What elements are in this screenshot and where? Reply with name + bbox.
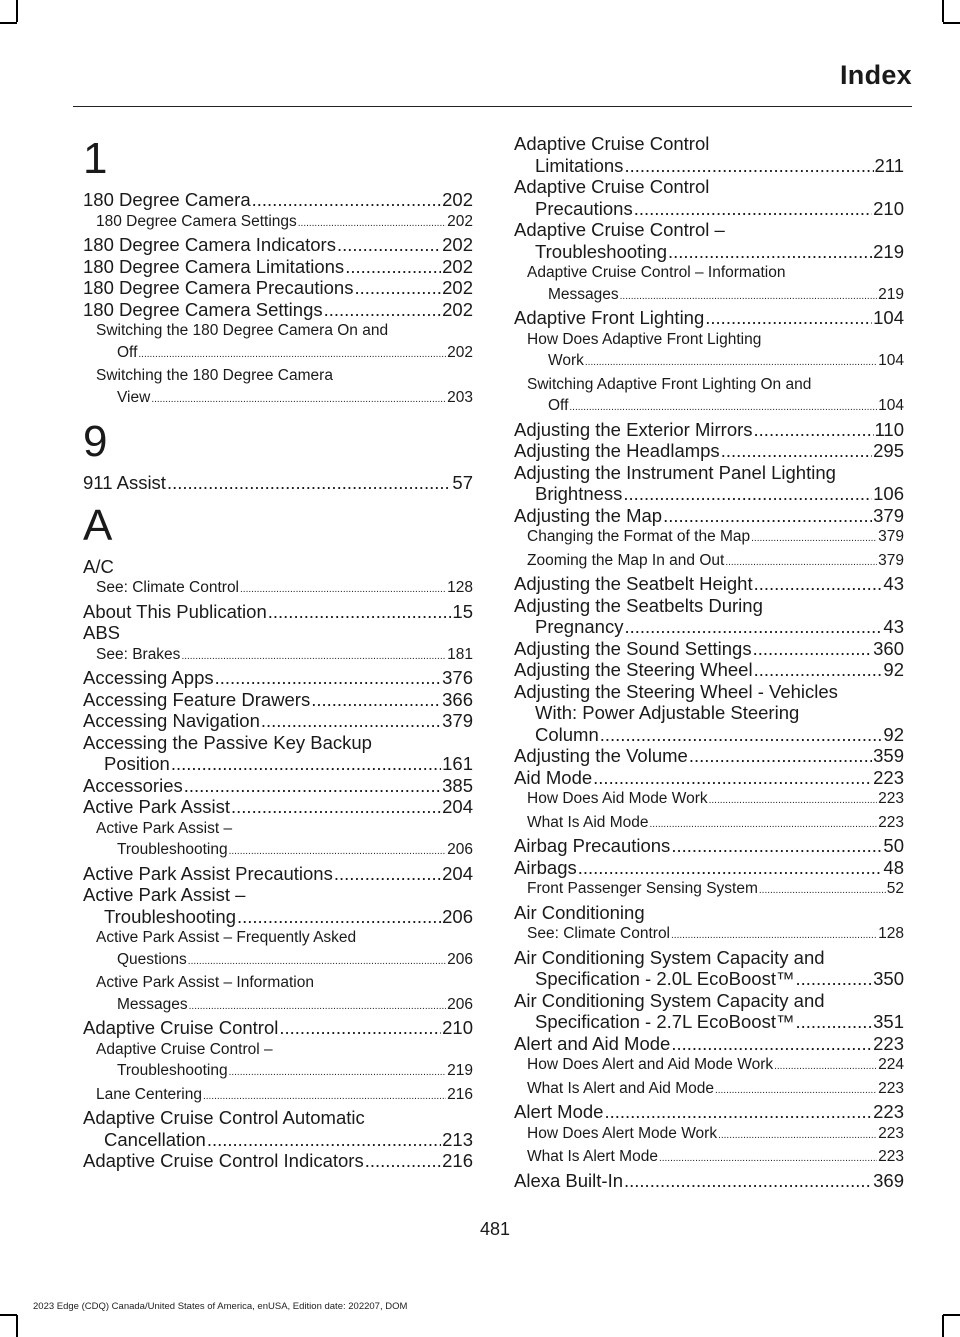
dot-leader xyxy=(188,949,446,973)
entry-text: Active Park Assist Precautions xyxy=(83,862,333,884)
dot-leader xyxy=(215,667,442,689)
dot-leader xyxy=(229,1060,447,1084)
entry-text: Adaptive Cruise Control xyxy=(514,133,710,154)
entry-text: Airbag Precautions xyxy=(514,835,671,856)
edition-note: 2023 Edge (CDQ) Canada/United States of America, enUSA, Edition date: 202207, DOM xyxy=(33,1301,408,1312)
index-entry[interactable] xyxy=(514,835,904,857)
index-entry[interactable] xyxy=(514,1101,904,1123)
entry-text: Accessing Feature Drawers xyxy=(83,688,311,710)
crop-mark xyxy=(942,1315,944,1337)
entry-text: About This Publication xyxy=(83,600,267,622)
entry-text: Adjusting the Steering Wheel - Vehicles xyxy=(514,680,838,702)
index-entry[interactable] xyxy=(514,1033,904,1055)
dot-leader xyxy=(229,839,447,863)
entry-text: Adjusting the Seatbelts During xyxy=(514,594,763,616)
crop-mark xyxy=(16,0,18,22)
dot-leader xyxy=(311,689,441,711)
entry-text: Brightness xyxy=(535,483,623,504)
dot-leader xyxy=(337,234,441,256)
dot-leader xyxy=(324,299,442,321)
page-ref: 206 xyxy=(447,841,473,858)
index-entry[interactable] xyxy=(83,234,473,256)
dot-leader xyxy=(252,189,442,211)
index-subentry[interactable] xyxy=(514,788,904,812)
entry-text: 911 Assist xyxy=(83,472,166,493)
entry-text: Specification - 2.0L EcoBoost™ xyxy=(535,968,795,989)
index-entry[interactable] xyxy=(514,857,904,879)
dot-leader xyxy=(623,483,872,505)
dot-leader xyxy=(365,1150,441,1172)
index-entry[interactable] xyxy=(514,990,904,1033)
index-subentry[interactable] xyxy=(514,923,904,947)
page-ref: 104 xyxy=(878,352,904,369)
entry-text: How Does Alert and Aid Mode Work xyxy=(527,1056,774,1073)
page-ref: 223 xyxy=(878,1079,904,1097)
index-subentry[interactable] xyxy=(514,1123,904,1147)
entry-text: Alexa Built-In xyxy=(514,1169,623,1191)
entry-text: Troubleshooting xyxy=(535,240,667,262)
index-entry[interactable] xyxy=(514,133,904,176)
page-ref: 104 xyxy=(873,307,904,328)
entry-text: Air Conditioning xyxy=(514,901,645,923)
entry-text: Adjusting the Headlamps xyxy=(514,440,720,461)
entry-text: Pregnancy xyxy=(535,616,624,637)
entry-text: Adjusting the Volume xyxy=(514,745,688,766)
page-ref: 379 xyxy=(873,504,904,526)
page-ref: 350 xyxy=(873,968,904,989)
dot-leader xyxy=(668,241,872,263)
entry-text: Active Park Assist – xyxy=(83,884,246,905)
entry-text: Work xyxy=(548,352,584,369)
page-ref: 92 xyxy=(883,723,904,745)
dot-leader xyxy=(298,211,446,235)
index-entry[interactable] xyxy=(83,601,473,623)
page-ref: 223 xyxy=(878,790,904,807)
index-entry[interactable] xyxy=(514,419,904,441)
entry-text: Column xyxy=(535,723,599,745)
page-ref: 210 xyxy=(873,197,904,219)
entry-text: Off xyxy=(548,397,569,414)
entry-text: Troubleshooting xyxy=(117,841,228,858)
entry-text: Precautions xyxy=(535,197,633,219)
dot-leader xyxy=(203,1084,446,1108)
page-ref: 181 xyxy=(447,645,473,663)
page-ref: 206 xyxy=(447,950,473,968)
entry-text: Questions xyxy=(117,950,187,968)
entry-text: How Does Alert Mode Work xyxy=(527,1124,718,1142)
page-ref: 223 xyxy=(873,1032,904,1054)
index-entry[interactable] xyxy=(514,505,904,527)
dot-leader xyxy=(754,659,883,681)
page-ref: 213 xyxy=(442,1128,473,1150)
page-ref: 106 xyxy=(873,483,904,504)
page-ref: 216 xyxy=(442,1150,473,1171)
page-ref: 202 xyxy=(442,277,473,298)
entry-text: 180 Degree Camera xyxy=(83,189,251,210)
index-entry[interactable] xyxy=(514,902,904,924)
entry-text: Changing the Format of the Map xyxy=(527,528,751,545)
dot-leader xyxy=(715,1078,877,1102)
page-ref: 161 xyxy=(442,753,473,774)
page-ref: 52 xyxy=(886,880,904,897)
page-ref: 359 xyxy=(873,745,904,766)
page-ref: 128 xyxy=(878,925,904,942)
dot-leader xyxy=(207,1129,441,1151)
dot-leader xyxy=(624,1170,872,1192)
page-ref: 211 xyxy=(874,154,904,176)
entry-text: 180 Degree Camera Settings xyxy=(83,298,323,320)
page-ref: 219 xyxy=(447,1062,473,1079)
entry-text: Limitations xyxy=(535,154,624,176)
entry-text: Cancellation xyxy=(104,1128,206,1150)
index-entry[interactable] xyxy=(83,710,473,732)
entry-text: Adjusting the Sound Settings xyxy=(514,637,752,659)
dot-leader xyxy=(345,256,441,278)
section-letter: 9 xyxy=(83,417,108,466)
entry-text: 180 Degree Camera Precautions xyxy=(83,277,354,298)
page-ref: 360 xyxy=(873,637,904,659)
entry-text: Messages xyxy=(117,995,188,1013)
dot-leader xyxy=(754,573,883,595)
page-ref: 15 xyxy=(452,600,473,622)
index-entry[interactable] xyxy=(514,176,904,219)
page-title: Index xyxy=(839,60,912,90)
dot-leader xyxy=(663,505,872,527)
dot-leader xyxy=(600,724,883,746)
entry-text: Aid Mode xyxy=(514,766,593,788)
index-entry[interactable] xyxy=(514,745,904,767)
index-entry[interactable] xyxy=(514,681,904,746)
page-ref: 202 xyxy=(442,298,473,320)
entry-text: Adaptive Cruise Control Automatic xyxy=(83,1107,365,1128)
dot-leader xyxy=(634,198,872,220)
entry-text: Adjusting the Instrument Panel Lighting xyxy=(514,461,836,483)
entry-text: Active Park Assist – Information xyxy=(96,974,314,991)
entry-text: Switching the 180 Degree Camera xyxy=(96,367,333,384)
dot-leader xyxy=(751,526,877,550)
index-subentry[interactable] xyxy=(514,374,904,419)
dot-leader xyxy=(709,788,878,812)
entry-text: Accessing the Passive Key Backup xyxy=(83,731,372,753)
entry-text: Accessing Apps xyxy=(83,667,214,688)
page-ref: 385 xyxy=(442,774,473,796)
dot-leader xyxy=(725,550,877,574)
index-entry[interactable] xyxy=(83,472,473,494)
entry-text: Specification - 2.7L EcoBoost™ xyxy=(535,1011,795,1032)
dot-leader xyxy=(604,1101,872,1123)
index-column-left xyxy=(83,133,473,1172)
page-ref: 204 xyxy=(442,796,473,817)
page-ref: 295 xyxy=(873,440,904,461)
index-entry[interactable] xyxy=(83,775,473,797)
page-ref: 369 xyxy=(873,1169,904,1191)
section-letter: 1 xyxy=(83,134,108,183)
dot-leader xyxy=(624,616,882,638)
entry-text: Switching the 180 Degree Camera On and xyxy=(96,322,389,339)
page-ref: 203 xyxy=(447,388,473,406)
dot-leader xyxy=(649,812,877,836)
index-entry[interactable] xyxy=(514,440,904,462)
page-ref: 206 xyxy=(442,905,473,927)
index-subentry[interactable] xyxy=(83,927,473,972)
page-ref: 351 xyxy=(873,1011,904,1032)
dot-leader xyxy=(689,745,872,767)
page-ref: 379 xyxy=(442,710,473,731)
index-subentry[interactable] xyxy=(83,365,473,410)
dot-leader xyxy=(759,878,886,902)
entry-text: Active Park Assist – xyxy=(96,819,233,837)
dot-leader xyxy=(184,775,441,797)
page-ref: 219 xyxy=(878,285,904,303)
entry-text: View xyxy=(117,388,151,406)
index-subentry[interactable] xyxy=(83,211,473,235)
entry-text: Adaptive Front Lighting xyxy=(514,307,705,328)
entry-text: See: Climate Control xyxy=(96,579,240,596)
index-entry[interactable] xyxy=(83,1017,473,1039)
page-ref: 223 xyxy=(878,1124,904,1142)
page-ref: 92 xyxy=(883,659,904,680)
entry-text: Adjusting the Seatbelt Height xyxy=(514,573,753,594)
index-subentry[interactable] xyxy=(83,818,473,863)
page-ref: 366 xyxy=(442,688,473,710)
index-subentry[interactable] xyxy=(514,812,904,836)
index-subentry[interactable] xyxy=(83,577,473,601)
crop-mark xyxy=(0,22,17,24)
entry-text: Adaptive Cruise Control xyxy=(514,176,710,197)
index-entry[interactable] xyxy=(514,947,904,990)
entry-text: Alert and Aid Mode xyxy=(514,1032,671,1054)
index-subentry[interactable] xyxy=(83,1039,473,1084)
index-entry[interactable] xyxy=(83,689,473,711)
index-subentry[interactable] xyxy=(83,1084,473,1108)
index-entry[interactable] xyxy=(514,219,904,262)
dot-leader xyxy=(279,1017,441,1039)
entry-text: Adaptive Cruise Control Indicators xyxy=(83,1150,364,1171)
entry-text: A/C xyxy=(83,555,114,577)
index-entry[interactable] xyxy=(83,667,473,689)
page-ref: 110 xyxy=(874,418,904,440)
index-subentry[interactable] xyxy=(514,262,904,307)
index-entry[interactable] xyxy=(514,462,904,505)
page-ref: 48 xyxy=(883,856,904,878)
entry-text: Adjusting the Steering Wheel xyxy=(514,659,753,680)
page-ref: 204 xyxy=(442,862,473,884)
dot-leader xyxy=(181,644,446,668)
index-entry[interactable] xyxy=(514,659,904,681)
dot-leader xyxy=(721,440,872,462)
dot-leader xyxy=(593,767,872,789)
header-divider xyxy=(73,106,912,107)
dot-leader xyxy=(171,753,441,775)
entry-text: Switching Adaptive Front Lighting On and xyxy=(527,375,812,393)
entry-text: Off xyxy=(117,343,138,361)
index-subentry[interactable] xyxy=(514,878,904,902)
dot-leader xyxy=(268,601,452,623)
entry-text: 180 Degree Camera Limitations xyxy=(83,255,345,277)
entry-text: Accessing Navigation xyxy=(83,710,260,731)
entry-text: Adjusting the Exterior Mirrors xyxy=(514,418,753,440)
index-subentry[interactable] xyxy=(83,972,473,1017)
entry-text: Airbags xyxy=(514,856,577,878)
index-subentry[interactable] xyxy=(514,1146,904,1170)
dot-leader xyxy=(753,638,873,660)
dot-leader xyxy=(354,277,441,299)
page-ref: 224 xyxy=(878,1056,904,1073)
entry-text: Messages xyxy=(548,285,619,303)
entry-text: Adaptive Cruise Control – xyxy=(514,219,725,240)
entry-text: What Is Alert Mode xyxy=(527,1148,658,1165)
dot-leader xyxy=(334,863,441,885)
page-ref: 50 xyxy=(883,835,904,856)
dot-leader xyxy=(261,710,441,732)
index-entry[interactable] xyxy=(514,595,904,638)
entry-text: What Is Alert and Aid Mode xyxy=(527,1079,714,1097)
index-entry[interactable] xyxy=(83,732,473,775)
index-entry[interactable] xyxy=(83,556,473,578)
dot-leader xyxy=(578,857,883,879)
page-ref: 202 xyxy=(442,234,473,255)
dot-leader xyxy=(167,472,451,494)
page-ref: 43 xyxy=(883,573,904,594)
page-ref: 376 xyxy=(442,667,473,688)
entry-text: Adjusting the Map xyxy=(514,504,663,526)
dot-leader xyxy=(151,387,446,411)
index-entry[interactable] xyxy=(83,884,473,927)
page-ref: 206 xyxy=(447,995,473,1013)
entry-text: Troubleshooting xyxy=(104,905,236,927)
page-ref: 43 xyxy=(883,616,904,637)
entry-text: Adaptive Cruise Control – xyxy=(96,1040,273,1058)
index-entry[interactable] xyxy=(514,573,904,595)
entry-text: 180 Degree Camera Settings xyxy=(96,212,297,230)
entry-text: See: Brakes xyxy=(96,645,181,663)
index-entry[interactable] xyxy=(83,863,473,885)
entry-text: What Is Aid Mode xyxy=(527,813,649,831)
entry-text: Active Park Assist xyxy=(83,796,231,817)
page-ref: 223 xyxy=(878,813,904,831)
entry-text: ABS xyxy=(83,622,121,643)
entry-text: 180 Degree Camera Indicators xyxy=(83,234,336,255)
dot-leader xyxy=(620,284,877,308)
entry-text: Adaptive Cruise Control – Information xyxy=(527,264,786,281)
page-ref: 128 xyxy=(447,579,473,596)
index-entry[interactable] xyxy=(83,1107,473,1150)
dot-leader xyxy=(240,577,446,601)
entry-text: Position xyxy=(104,753,170,774)
dot-leader xyxy=(754,419,874,441)
page-ref: 202 xyxy=(447,343,473,361)
dot-leader xyxy=(237,906,441,928)
index-entry[interactable] xyxy=(83,189,473,211)
entry-text: Air Conditioning System Capacity and xyxy=(514,946,825,968)
entry-text: With: Power Adjustable Steering xyxy=(535,702,800,723)
crop-mark xyxy=(16,1315,18,1337)
entry-text: How Does Aid Mode Work xyxy=(527,790,708,807)
dot-leader xyxy=(659,1146,877,1170)
dot-leader xyxy=(671,1033,872,1055)
index-entry[interactable] xyxy=(514,307,904,329)
dot-leader xyxy=(671,923,877,947)
entry-text: Zooming the Map In and Out xyxy=(527,551,725,569)
index-subentry[interactable] xyxy=(83,644,473,668)
index-subentry[interactable] xyxy=(83,320,473,365)
crop-mark xyxy=(943,1314,960,1316)
entry-text: Front Passenger Sensing System xyxy=(527,880,758,897)
page-ref: 216 xyxy=(447,1085,473,1103)
crop-mark xyxy=(942,0,944,22)
section-letter: A xyxy=(83,500,113,550)
page-ref: 210 xyxy=(442,1017,473,1038)
page-ref: 223 xyxy=(873,766,904,788)
crop-mark xyxy=(943,22,960,24)
dot-leader xyxy=(585,350,877,374)
index-entry[interactable] xyxy=(83,622,473,644)
entry-text: Alert Mode xyxy=(514,1101,604,1122)
index-subentry[interactable] xyxy=(514,550,904,574)
page-ref: 223 xyxy=(873,1101,904,1122)
page-ref: 219 xyxy=(873,240,904,262)
dot-leader xyxy=(705,307,872,329)
index-entry[interactable] xyxy=(83,277,473,299)
page-ref: 379 xyxy=(878,551,904,569)
crop-mark xyxy=(0,1314,17,1316)
index-subentry[interactable] xyxy=(514,1054,904,1078)
dot-leader xyxy=(671,835,882,857)
page-ref: 379 xyxy=(878,528,904,545)
entry-text: Lane Centering xyxy=(96,1085,202,1103)
index-entry[interactable] xyxy=(514,638,904,660)
dot-leader xyxy=(569,395,877,419)
page-ref: 104 xyxy=(878,397,904,414)
dot-leader xyxy=(624,155,873,177)
index-subentry[interactable] xyxy=(514,329,904,374)
entry-text: Air Conditioning System Capacity and xyxy=(514,989,825,1011)
index-subentry[interactable] xyxy=(514,526,904,550)
entry-text: Adaptive Cruise Control xyxy=(83,1017,279,1038)
entry-text: Accessories xyxy=(83,774,183,796)
index-column-right xyxy=(514,133,904,1191)
index-subentry[interactable] xyxy=(514,1078,904,1102)
page-ref: 57 xyxy=(452,472,473,493)
index-entry[interactable] xyxy=(83,299,473,321)
dot-leader xyxy=(795,968,872,990)
page-ref: 202 xyxy=(447,212,473,230)
index-entry[interactable] xyxy=(83,796,473,818)
dot-leader xyxy=(231,796,441,818)
dot-leader xyxy=(774,1054,877,1078)
entry-text: Active Park Assist – Frequently Asked xyxy=(96,929,357,946)
dot-leader xyxy=(138,342,446,366)
index-entry[interactable] xyxy=(83,1150,473,1172)
dot-leader xyxy=(718,1123,877,1147)
index-entry[interactable] xyxy=(514,767,904,789)
page-number: 481 xyxy=(479,1219,511,1239)
dot-leader xyxy=(189,994,446,1018)
dot-leader xyxy=(795,1011,872,1033)
page-ref: 223 xyxy=(878,1148,904,1165)
entry-text: Troubleshooting xyxy=(117,1062,228,1079)
page-ref: 202 xyxy=(442,255,473,277)
entry-text: See: Climate Control xyxy=(527,925,671,942)
page-ref: 202 xyxy=(442,189,473,210)
index-entry[interactable] xyxy=(514,1170,904,1192)
index-entry[interactable] xyxy=(83,256,473,278)
entry-text: How Does Adaptive Front Lighting xyxy=(527,330,762,348)
